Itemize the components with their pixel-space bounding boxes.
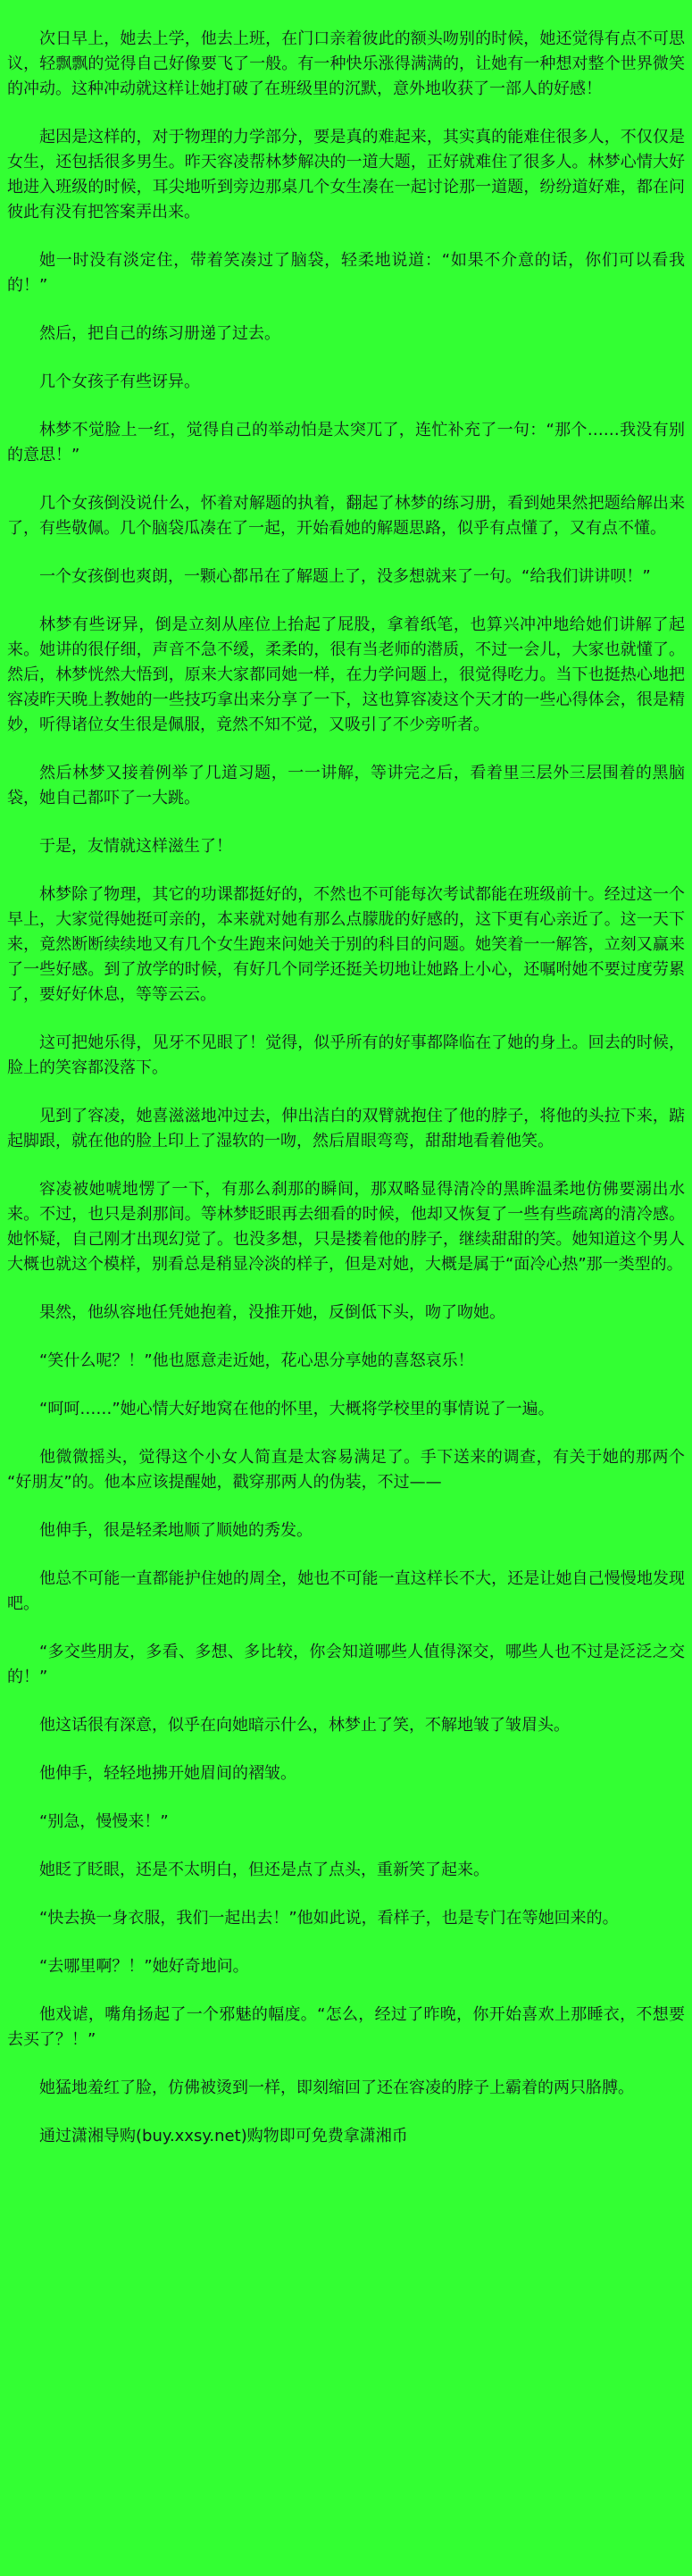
paragraph: 她猛地羞红了脸，仿佛被烫到一样，即刻缩回了还在容凌的脖子上霸着的两只胳膊。 bbox=[39, 2078, 634, 2097]
paragraph: 起因是这样的，对于物理的力学部分，要是真的难起来，其实真的能难住很多人，不仅仅是女生，还包括很多男生。昨天容凌帮林梦解决的一道大题，正好就难住了很多人。林梦心情大好地进入班级的时候，耳尖地听到旁边那桌几个女生凑在一起讨论那一道题，纷纷道好难，都在问彼此有没有把答案弄出来。 bbox=[7, 128, 685, 222]
paragraph: 她一时没有淡定住，带着笑凑过了脑袋，轻柔地说道：“如果不介意的话，你们可以看我的！” bbox=[7, 251, 685, 295]
paragraph: “快去换一身衣服，我们一起出去！”他如此说，看样子，也是专门在等她回来的。 bbox=[39, 1909, 619, 1928]
paragraph: 他伸手，很是轻柔地顺了顺她的秀发。 bbox=[39, 1521, 313, 1540]
footer-ad: 通过潇湘导购(buy.xxsy.net)购物即可免费拿潇湘币 bbox=[39, 2127, 408, 2145]
paragraph: 林梦有些讶异，倒是立刻从座位上抬起了屁股，拿着纸笔，也算兴冲冲地给她们讲解了起来。她讲的很仔细，声音不急不缓，柔柔的，很有当老师的潜质，不过一会儿，大家也就懂了。然后，林梦恍然大悟到，原来大家都同她一样，在力学问题上，很觉得吃力。当下也挺热心地把容凌昨天晚上教她的一些技巧拿出来分享了一下，这也算容凌这个天才的一些心得体会，很是精妙，听得诸位女生很是佩服，竟然不知不觉，又吸引了不少旁听者。 bbox=[7, 615, 685, 734]
paragraph: “笑什么呢？！”他也愿意走近她，花心思分享她的喜怒哀乐！ bbox=[39, 1351, 474, 1370]
paragraph: “呵呵……”她心情大好地窝在他的怀里，大概将学校里的事情说了一遍。 bbox=[39, 1400, 554, 1418]
paragraph: 容凌被她唬地愣了一下，有那么刹那的瞬间，那双略显得清冷的黑眸温柔地仿佛要溺出水来。不过，也只是刹那间。等林梦眨眼再去细看的时候，他却又恢复了一些有些疏离的清冷感。她怀疑，自己刚才出现幻觉了。也没多想，只是搂着他的脖子，继续甜甜的笑。她知道这个男人大概也就这个模样，别看总是稍显冷淡的样子，但是对她，大概是属于“面冷心热”那一类型的。 bbox=[7, 1180, 685, 1274]
paragraph: 他总不可能一直都能护住她的周全，她也不可能一直这样长不大，还是让她自己慢慢地发现吧。 bbox=[7, 1569, 685, 1613]
paragraph: “去哪里啊？！”她好奇地问。 bbox=[39, 1957, 249, 1976]
paragraph: 然后，把自己的练习册递了过去。 bbox=[39, 324, 280, 343]
paragraph: 果然，他纵容地任凭她抱着，没推开她，反倒低下头，吻了吻她。 bbox=[39, 1303, 505, 1322]
paragraph: 他伸手，轻轻地拂开她眉间的褶皱。 bbox=[39, 1764, 296, 1783]
paragraph: 一个女孩倒也爽朗，一颗心都吊在了解题上了，没多想就来了一句。“给我们讲讲呗！” bbox=[39, 567, 651, 586]
paragraph: 他这话很有深意，似乎在向她暗示什么，林梦止了笑，不解地皱了皱眉头。 bbox=[39, 1716, 570, 1735]
paragraph: 林梦除了物理，其它的功课都挺好的，不然也不可能每次考试都能在班级前十。经过这一个早上，大家觉得她挺可亲的，本来就对她有那么点朦胧的好感的，这下更有心亲近了。这一天下来，竟然断断续续地又有几个女生跑来问她关于别的科目的问题。她笑着一一解答，立刻又赢来了一些好感。到了放学的时候，有好几个同学还挺关切地让她路上小心，还嘱咐她不要过度劳累了，要好好休息，等等云云。 bbox=[7, 885, 685, 1004]
paragraph: 几个女孩倒没说什么，怀着对解题的执着，翻起了林梦的练习册，看到她果然把题给解出来了，有些敬佩。几个脑袋瓜凑在了一起，开始看她的解题思路，似乎有点懂了，又有点不懂。 bbox=[7, 494, 685, 538]
paragraph: 她眨了眨眼，还是不太明白，但还是点了点头，重新笑了起来。 bbox=[39, 1861, 489, 1879]
paragraph: 他戏谑，嘴角扬起了一个邪魅的幅度。“怎么，经过了昨晚，你开始喜欢上那睡衣，不想要去买了？！” bbox=[7, 2005, 685, 2049]
paragraph: 见到了容凌，她喜滋滋地冲过去，伸出洁白的双臂就抱住了他的脖子，将他的头拉下来，踮起脚跟，就在他的脸上印上了湿软的一吻，然后眉眼弯弯，甜甜地看着他笑。 bbox=[7, 1107, 685, 1150]
paragraph: 几个女孩子有些讶异。 bbox=[39, 372, 200, 391]
paragraph: 然后林梦又接着例举了几道习题，一一讲解，等讲完之后，看着里三层外三层围着的黑脑袋，她自己都吓了一大跳。 bbox=[7, 764, 685, 807]
paragraph: 于是，友情就这样滋生了！ bbox=[39, 837, 232, 856]
paragraph: 林梦不觉脸上一红，觉得自己的举动怕是太突兀了，连忙补充了一句：“那个……我没有别的意思！” bbox=[7, 421, 685, 464]
paragraph: 这可把她乐得，见牙不见眼了！觉得，似乎所有的好事都降临在了她的身上。回去的时候，脸上的笑容都没落下。 bbox=[7, 1033, 685, 1077]
paragraph: “别急，慢慢来！” bbox=[39, 1812, 169, 1831]
paragraph: “多交些朋友，多看、多想、多比较，你会知道哪些人值得深交，哪些人也不过是泛泛之交的！” bbox=[7, 1643, 685, 1686]
paragraph: 他微微摇头，觉得这个小女人简直是太容易满足了。手下送来的调查，有关于她的那两个“好朋友”的。他本应该提醒她，戳穿那两人的伪装，不过—— bbox=[7, 1448, 685, 1492]
paragraph: 次日早上，她去上学，他去上班，在门口亲着彼此的额头吻别的时候，她还觉得有点不可思议，轻飘飘的觉得自己好像要飞了一般。有一种快乐涨得满满的，让她有一种想对整个世界微笑的冲动。这种冲动就这样让她打破了在班级里的沉默，意外地收获了一部人的好感！ bbox=[7, 29, 685, 98]
